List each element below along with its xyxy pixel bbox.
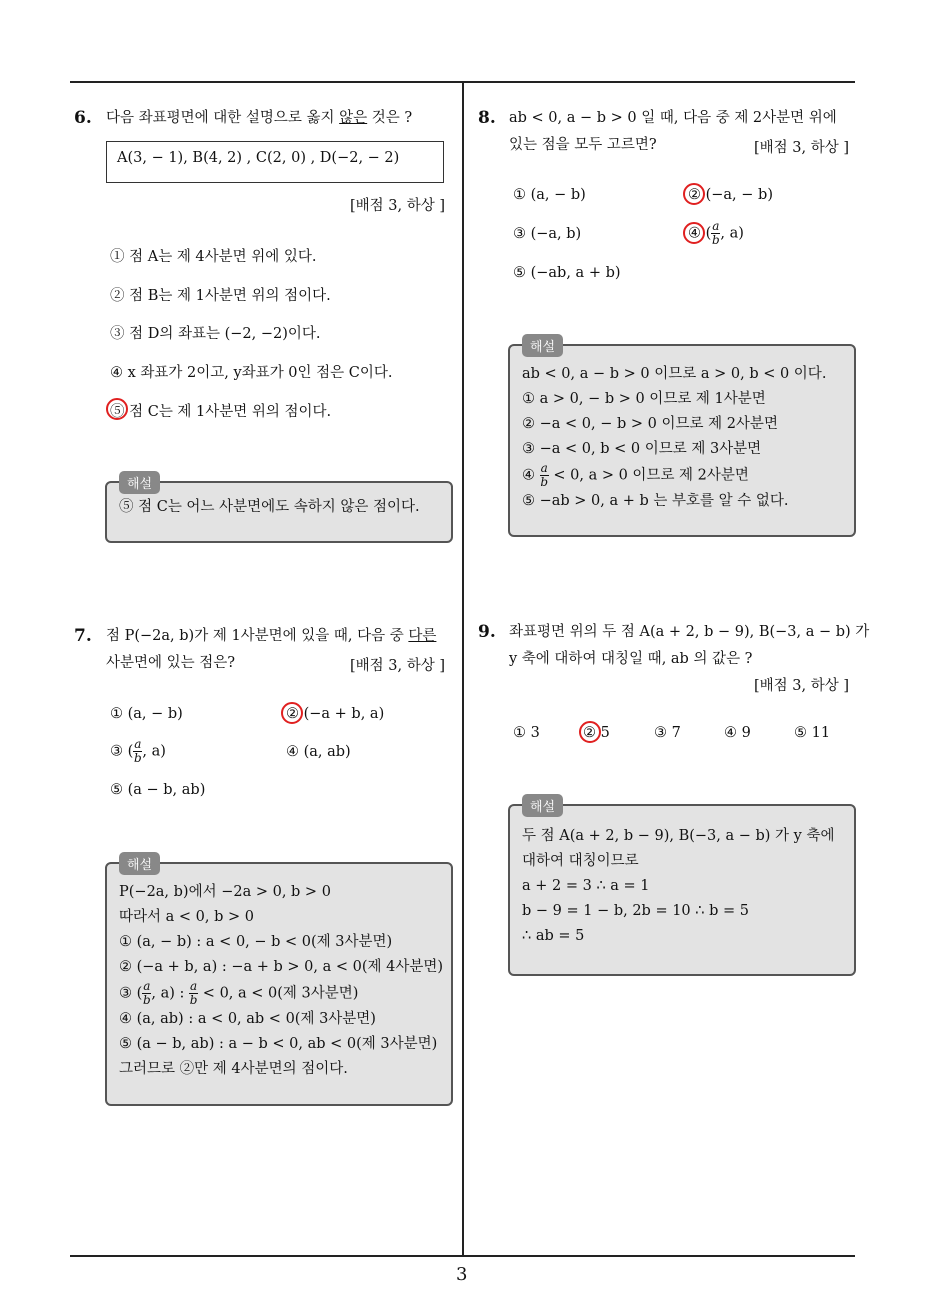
choice-3[interactable]: ③ ( $\frac{a}{b}$ , a) [110, 737, 166, 765]
question-text-line2: 사분면에 있는 점은? [106, 655, 236, 671]
question-text-line2: 있는 점을 모두 고르면? [509, 137, 657, 153]
explanation-line: ④ (a, ab) : a < 0, ab < 0(제 3사분면) [119, 1011, 376, 1027]
explanation-line: ③ ( $\frac{a}{b}$ , a) : $\frac{a}{b}$ < 0, a < 0(제 3사분면) [119, 979, 359, 1007]
explanation-line: 그러므로 ②만 제 4사분면의 점이다. [119, 1061, 348, 1077]
column-divider [462, 82, 464, 1256]
explanation-line: ⑤ (a − b, ab) : a − b < 0, ab < 0(제 3사분면) [119, 1036, 438, 1052]
explanation-tag: 해설 [119, 471, 160, 494]
explanation-line: ② −a < 0, − b > 0 이므로 제 2사분면 [522, 416, 778, 432]
explanation-tag: 해설 [119, 852, 160, 875]
choice-4[interactable]: ④ (a, ab) [286, 744, 351, 760]
fraction: $\frac{a}{b}$ [143, 979, 151, 1007]
answer-mark-circle [579, 721, 601, 743]
explanation-line: a + 2 = 3 ∴ a = 1 [522, 878, 650, 894]
answer-mark-circle [106, 398, 128, 420]
question-text-line1: 좌표평면 위의 두 점 A(a + 2, b − 9), B(−3, a − b) 가 [509, 624, 870, 640]
question-text-line1: ab < 0, a − b > 0 일 때, 다음 중 제 2사분면 위에 [509, 110, 837, 126]
choice-5[interactable]: ⑤ 점 C는 제 1사분면 위의 점이다. [110, 404, 332, 420]
fraction: $\frac{a}{b}$ [712, 219, 720, 247]
explanation-panel [508, 800, 856, 976]
explanation-line: P(−2a, b)에서 −2a > 0, b > 0 [119, 884, 331, 900]
explanation-tag: 해설 [522, 794, 563, 817]
choice-5[interactable]: ⑤ (−ab, a + b) [513, 265, 621, 281]
choice-4[interactable]: ④ 9 [724, 725, 751, 741]
explanation-panel [105, 477, 453, 543]
explanation-line: 대하여 대칭이므로 [522, 853, 639, 869]
points-box: A(3, − 1), B(4, 2) , C(2, 0) , D(−2, − 2) [106, 141, 444, 183]
question-number: 8. [478, 108, 496, 128]
question-text-line2: y 축에 대하여 대칭일 때, ab 의 값은 ? [509, 651, 753, 667]
choice-5[interactable]: ⑤ (a − b, ab) [110, 782, 206, 798]
explanation-line: b − 9 = 1 − b, 2b = 10 ∴ b = 5 [522, 903, 749, 919]
answer-mark-circle [683, 222, 705, 244]
page-number: 3 [456, 1264, 468, 1285]
fraction: $\frac{a}{b}$ [189, 979, 198, 1007]
choice-2[interactable]: ② 5 [583, 725, 610, 741]
question-text-line1: 점 P(−2a, b)가 제 1사분면에 있을 때, 다음 중 다른 [106, 628, 437, 644]
explanation-line: ④ $\frac{a}{b}$ < 0, a > 0 이므로 제 2사분면 [522, 461, 749, 489]
explanation-panel [105, 858, 453, 1106]
fraction: $\frac{a}{b}$ [134, 737, 142, 765]
choice-5[interactable]: ⑤ 11 [794, 725, 831, 741]
choice-2[interactable]: ② (−a, − b) [688, 187, 773, 203]
explanation-line: 따라서 a < 0, b > 0 [119, 909, 254, 925]
grade-label: [배점 3, 하상 ] [754, 140, 850, 156]
explanation-line: ⑤ −ab > 0, a + b 는 부호를 알 수 없다. [522, 493, 789, 509]
choice-4[interactable]: ④ ( $\frac{a}{b}$ , a) [688, 219, 744, 247]
grade-label: [배점 3, 하상 ] [350, 658, 446, 674]
answer-mark-circle [683, 183, 705, 205]
choice-1[interactable]: ① 점 A는 제 4사분면 위에 있다. [110, 249, 317, 265]
explanation-line: ③ −a < 0, b < 0 이므로 제 3사분면 [522, 441, 762, 457]
question-number: 7. [74, 626, 92, 646]
answer-mark-circle [281, 702, 303, 724]
explanation-line: ① a > 0, − b > 0 이므로 제 1사분면 [522, 391, 766, 407]
choice-2[interactable]: ② 점 B는 제 1사분면 위의 점이다. [110, 288, 331, 304]
question-number: 6. [74, 108, 92, 128]
choice-2[interactable]: ② (−a + b, a) [286, 706, 385, 722]
choice-1[interactable]: ① (a, − b) [110, 706, 183, 722]
explanation-tag: 해설 [522, 334, 563, 357]
choice-3[interactable]: ③ 7 [654, 725, 681, 741]
fraction: $\frac{a}{b}$ [540, 461, 549, 489]
choice-1[interactable]: ① 3 [513, 725, 540, 741]
choice-3[interactable]: ③ 점 D의 좌표는 (−2, −2)이다. [110, 326, 321, 342]
explanation-line: 두 점 A(a + 2, b − 9), B(−3, a − b) 가 y 축에 [522, 828, 835, 844]
explanation-line: ① (a, − b) : a < 0, − b < 0(제 3사분면) [119, 934, 393, 950]
explanation-line: ② (−a + b, a) : −a + b > 0, a < 0(제 4사분면) [119, 959, 444, 975]
grade-label: [배점 3, 하상 ] [350, 198, 446, 214]
choice-3[interactable]: ③ (−a, b) [513, 226, 582, 242]
grade-label: [배점 3, 하상 ] [754, 678, 850, 694]
question-text: 다음 좌표평면에 대한 설명으로 옳지 않은 것은 ? [106, 110, 413, 126]
explanation-panel [508, 340, 856, 537]
explanation-line: ⑤ 점 C는 어느 사분면에도 속하지 않은 점이다. [119, 499, 420, 515]
explanation-line: ∴ ab = 5 [522, 928, 585, 944]
choice-4[interactable]: ④ x 좌표가 2이고, y좌표가 0인 점은 C이다. [110, 365, 393, 381]
explanation-line: ab < 0, a − b > 0 이므로 a > 0, b < 0 이다. [522, 366, 827, 382]
bottom-rule [70, 1255, 855, 1257]
choice-1[interactable]: ① (a, − b) [513, 187, 586, 203]
question-number: 9. [478, 622, 496, 642]
